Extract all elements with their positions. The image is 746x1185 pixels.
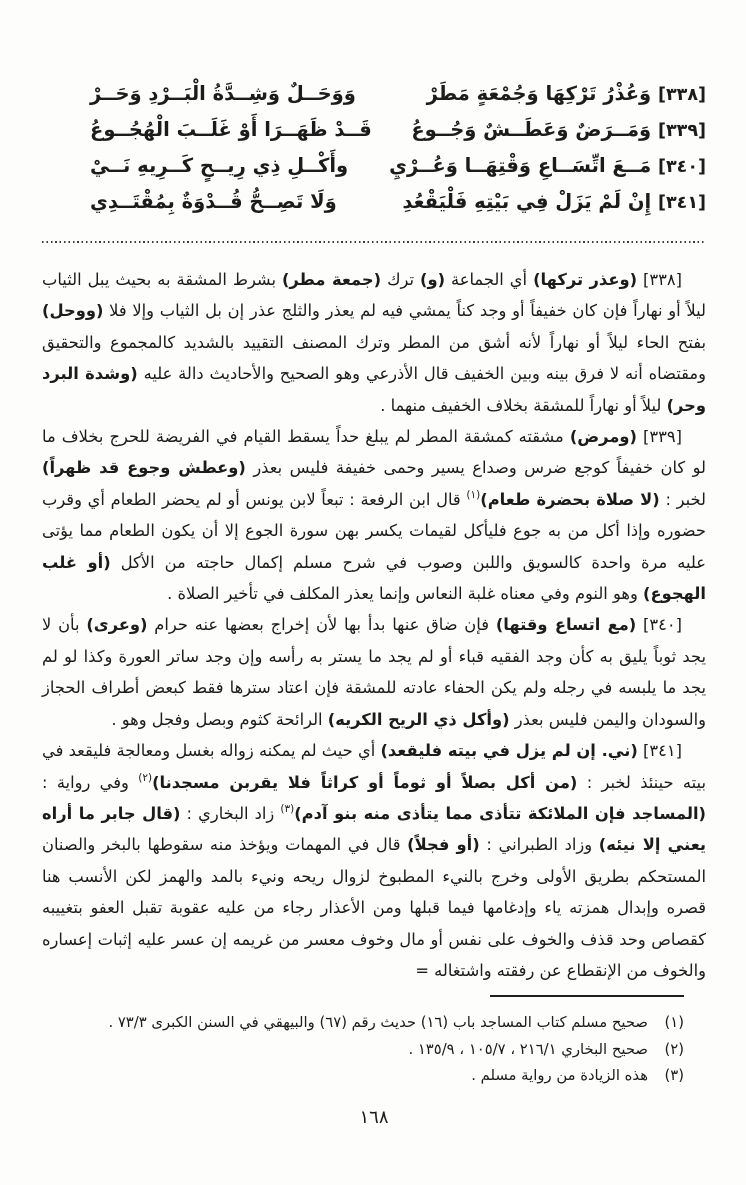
commentary-paragraph xyxy=(42,609,706,735)
matn-quote: (وأكل ذي الريح الكريه) xyxy=(327,709,510,729)
verse-first-hemistich xyxy=(389,154,706,177)
paragraph-number: [٣٣٩] xyxy=(636,427,682,447)
matn-quote: (لا صلاة بحضرة طعام) xyxy=(480,489,660,509)
footnote-separator xyxy=(490,995,684,997)
poem-block xyxy=(42,82,706,226)
verse-second-hemistich: وَلَا تَصِــحُّ قُــدْوَةٌ بِمُقْتَــدِي xyxy=(90,190,337,213)
footnote-number: (٢) xyxy=(664,1040,684,1058)
footnote-text: صحيح مسلم كتاب المساجد باب (١٦) حديث رقم (٦٧) والبيهقي في السنن الكبرى ٧٣/٣ . xyxy=(108,1014,648,1032)
footnote-row xyxy=(42,1037,684,1064)
matn-quote: (أو فجلاً) xyxy=(407,835,480,855)
commentary-text: وفي رواية : xyxy=(42,772,139,792)
verse-row xyxy=(90,82,706,118)
matn-quote: (جمعة مطر) xyxy=(281,270,382,289)
verse-first-text: وَعُذْرُ تَرْكِهَا وَجُمْعَةٍ مَطَرْ xyxy=(426,82,658,105)
matn-quote: (وعذر تركها) xyxy=(533,270,638,289)
matn-quote: (ني. إن لم يزل في بيته فليقعد) xyxy=(380,741,638,761)
paragraph-number: [٣٤١] xyxy=(637,741,682,761)
footnote-number: (٣) xyxy=(664,1067,684,1085)
commentary-text: وهو النوم وفي معناه غلبة النعاس وإنما يعذر المكلف في تأخير الصلاة . xyxy=(167,584,644,604)
paragraph-number: [٣٣٨] xyxy=(637,270,682,289)
commentary-paragraph xyxy=(42,735,706,986)
verse-first-hemistich xyxy=(402,190,706,213)
verse-first-text: مَــعَ اتِّسَــاعِ وَقْتِهَــا وَعُــرْيِ xyxy=(389,154,658,177)
paragraph-number: [٣٤٠] xyxy=(636,615,682,635)
verse-number: [٣٣٩] xyxy=(657,121,706,141)
commentary-block xyxy=(42,264,706,986)
verse-first-hemistich xyxy=(427,82,706,105)
commentary-text: أي الجماعة xyxy=(445,270,534,289)
matn-quote: (أو غلب الهجوع) xyxy=(42,552,706,604)
matn-quote: (من أكل بصلاً أو ثوماً أو كراثاً فلا يقربن مسجدنا) xyxy=(152,772,578,792)
verse-number: [٣٤٠] xyxy=(657,157,706,177)
footnote-text: صحيح البخاري ٢١٦/١ ، ١٠٥/٧ ، ١٣٥/٩ . xyxy=(408,1040,648,1058)
verse-row xyxy=(90,118,706,154)
footnote-ref: (١) xyxy=(466,488,481,501)
verse-second-hemistich: قَــدْ ظَهَــرَا أَوْ غَلَــبَ الْهُجُــوعُ xyxy=(90,118,372,141)
footnote-text: هذه الزيادة من رواية مسلم . xyxy=(471,1067,648,1085)
matn-quote: (المساجد فإن الملائكة تتأذى مما يتأذى منه بنو آدم) xyxy=(294,803,706,823)
matn-quote: (وشدة البرد وحر) xyxy=(42,364,706,415)
commentary-text: بأن لا يجد ثوباً يليق به كأن وجد الفقيه قباء أو لم يجد ما يستر به رأسه وإن وجد ساتر العورة وكذا لو لم يجد ما يلبسه في رجله ولم يكن الحفاء عادته للمشقة فإن اعتاد سترها فقط كبعض أطراف الحجاز والسودان واليمن فليس بعذر xyxy=(42,615,706,729)
matn-quote: (و) xyxy=(420,270,446,289)
footnote-ref: (٣) xyxy=(280,802,295,815)
commentary-text: مشقته كمشقة المطر لم يبلغ حداً يسقط القيام في الفريضة للحرج بخلاف ما لو كان خفيفاً كوجع ضرس وصداع يسير وحمى خفيفة فليس بعذر xyxy=(42,427,706,478)
matn-quote: (وعرى) xyxy=(86,615,148,635)
commentary-text: ليلاً أو نهاراً للمشقة بخلاف الخفيف منهما . xyxy=(380,395,667,415)
commentary-text: لخبر : xyxy=(659,489,707,509)
commentary-text: زاد البخاري : xyxy=(180,803,281,823)
footnote-row xyxy=(42,1010,684,1037)
verse-first-hemistich xyxy=(411,118,706,141)
commentary-paragraph xyxy=(42,264,706,421)
matn-quote: (ووحل) xyxy=(42,301,104,321)
matn-quote: (قال جابر ما أراه يعني إلا نيئه) xyxy=(42,803,707,855)
verse-second-hemistich: وَوَحَــلٌ وَشِــدَّةُ الْبَــرْدِ وَحَــرْ xyxy=(90,82,356,105)
commentary-text: فإن ضاق عنها بدأ بها لأن إخراج بعضها عنه حرام xyxy=(147,615,496,635)
matn-quote: (وعطش وجوع قد ظهراً) xyxy=(42,458,246,478)
commentary-text: قال في المهمات ويؤخذ منه سقوطها بالبخر والصنان المستحكم بطريق الأولى وخرج بالنيء المطبوخ لزوال ريحه ونيء بالمد والهمز لكن الأنسب هنا قصره وإبدال همزته ياء وإدغامها فيما قبلها ومن الأعذار رجاء من عليه عقوبة تقبل العفو بتغييبه كقصاص وحد قذف والخوف على نفس أو مال وخوف معسر من غريمه إن عسر عليه إثبات إعساره والخوف من الإنقطاع عن رفقته واشتغاله = xyxy=(42,835,706,980)
commentary-text: ترك xyxy=(381,270,421,289)
footnote-number: (١) xyxy=(664,1014,684,1032)
verse-row xyxy=(90,154,706,190)
commentary-text: أي حيث لم يمكنه زواله بغسل ومعالجة فليقعد في بيته حينئذ لخبر : xyxy=(42,741,706,792)
verse-number: [٣٤١] xyxy=(657,193,706,213)
footnote-ref: (٢) xyxy=(138,771,153,784)
verse-row xyxy=(90,190,706,226)
commentary-text: بشرط المشقة به بحيث يبل الثياب ليلاً أو نهاراً فإن كان خفيفاً أو وجد كناً يمشي فيه لم يعذر والثلج عذر إن بل الثياب وإلا فلا xyxy=(42,270,706,321)
footnote-row xyxy=(42,1063,684,1090)
commentary-text: قال ابن الرفعة : تبعاً لابن يونس أو لم يحضر الطعام أي وقرب حضوره وإذا أكل من به جوع فليأكل لقيمات يكسر بهن سورة الجوع إلا أن يكون الطعام مما يؤتى عليه مرة واحدة كالسويق واللبن وصوب في شرح مسلم إكمال حاجته من الأكل xyxy=(42,489,706,572)
commentary-text: وزاد الطبراني : xyxy=(479,835,599,855)
commentary-paragraph xyxy=(42,421,706,609)
dotted-separator xyxy=(42,240,706,243)
commentary-text: بفتح الحاء ليلاً أو نهاراً لأنه أشق من المطر وترك المصنف التقييد بالشديد كالمجموع والتحقيق ومقتضاه أنه لا فرق بينه وبين الخفيف قال الأذرعي وهو الصحيح والأحاديث دالة عليه xyxy=(42,332,706,384)
verse-first-text: وَمَــرَضٌ وَعَطَــشٌ وَجُــوعُ xyxy=(411,118,658,141)
commentary-text: الرائحة كثوم وبصل وفجل وهو . xyxy=(111,709,328,729)
verse-second-hemistich: وأَكْــلِ ذِي رِيــحٍ كَــرِيهِ نَــيْ xyxy=(90,154,349,177)
page-number: ١٦٨ xyxy=(359,1106,389,1128)
matn-quote: (ومرض) xyxy=(569,427,637,447)
verse-number: [٣٣٨] xyxy=(657,85,706,105)
verse-first-text: إِنْ لَمْ يَزَلْ فِي بَيْتِهِ فَلْيَقْعُدِ xyxy=(402,190,658,213)
footnotes-block xyxy=(42,1010,706,1090)
matn-quote: (مع اتساع وقتها) xyxy=(495,615,637,635)
